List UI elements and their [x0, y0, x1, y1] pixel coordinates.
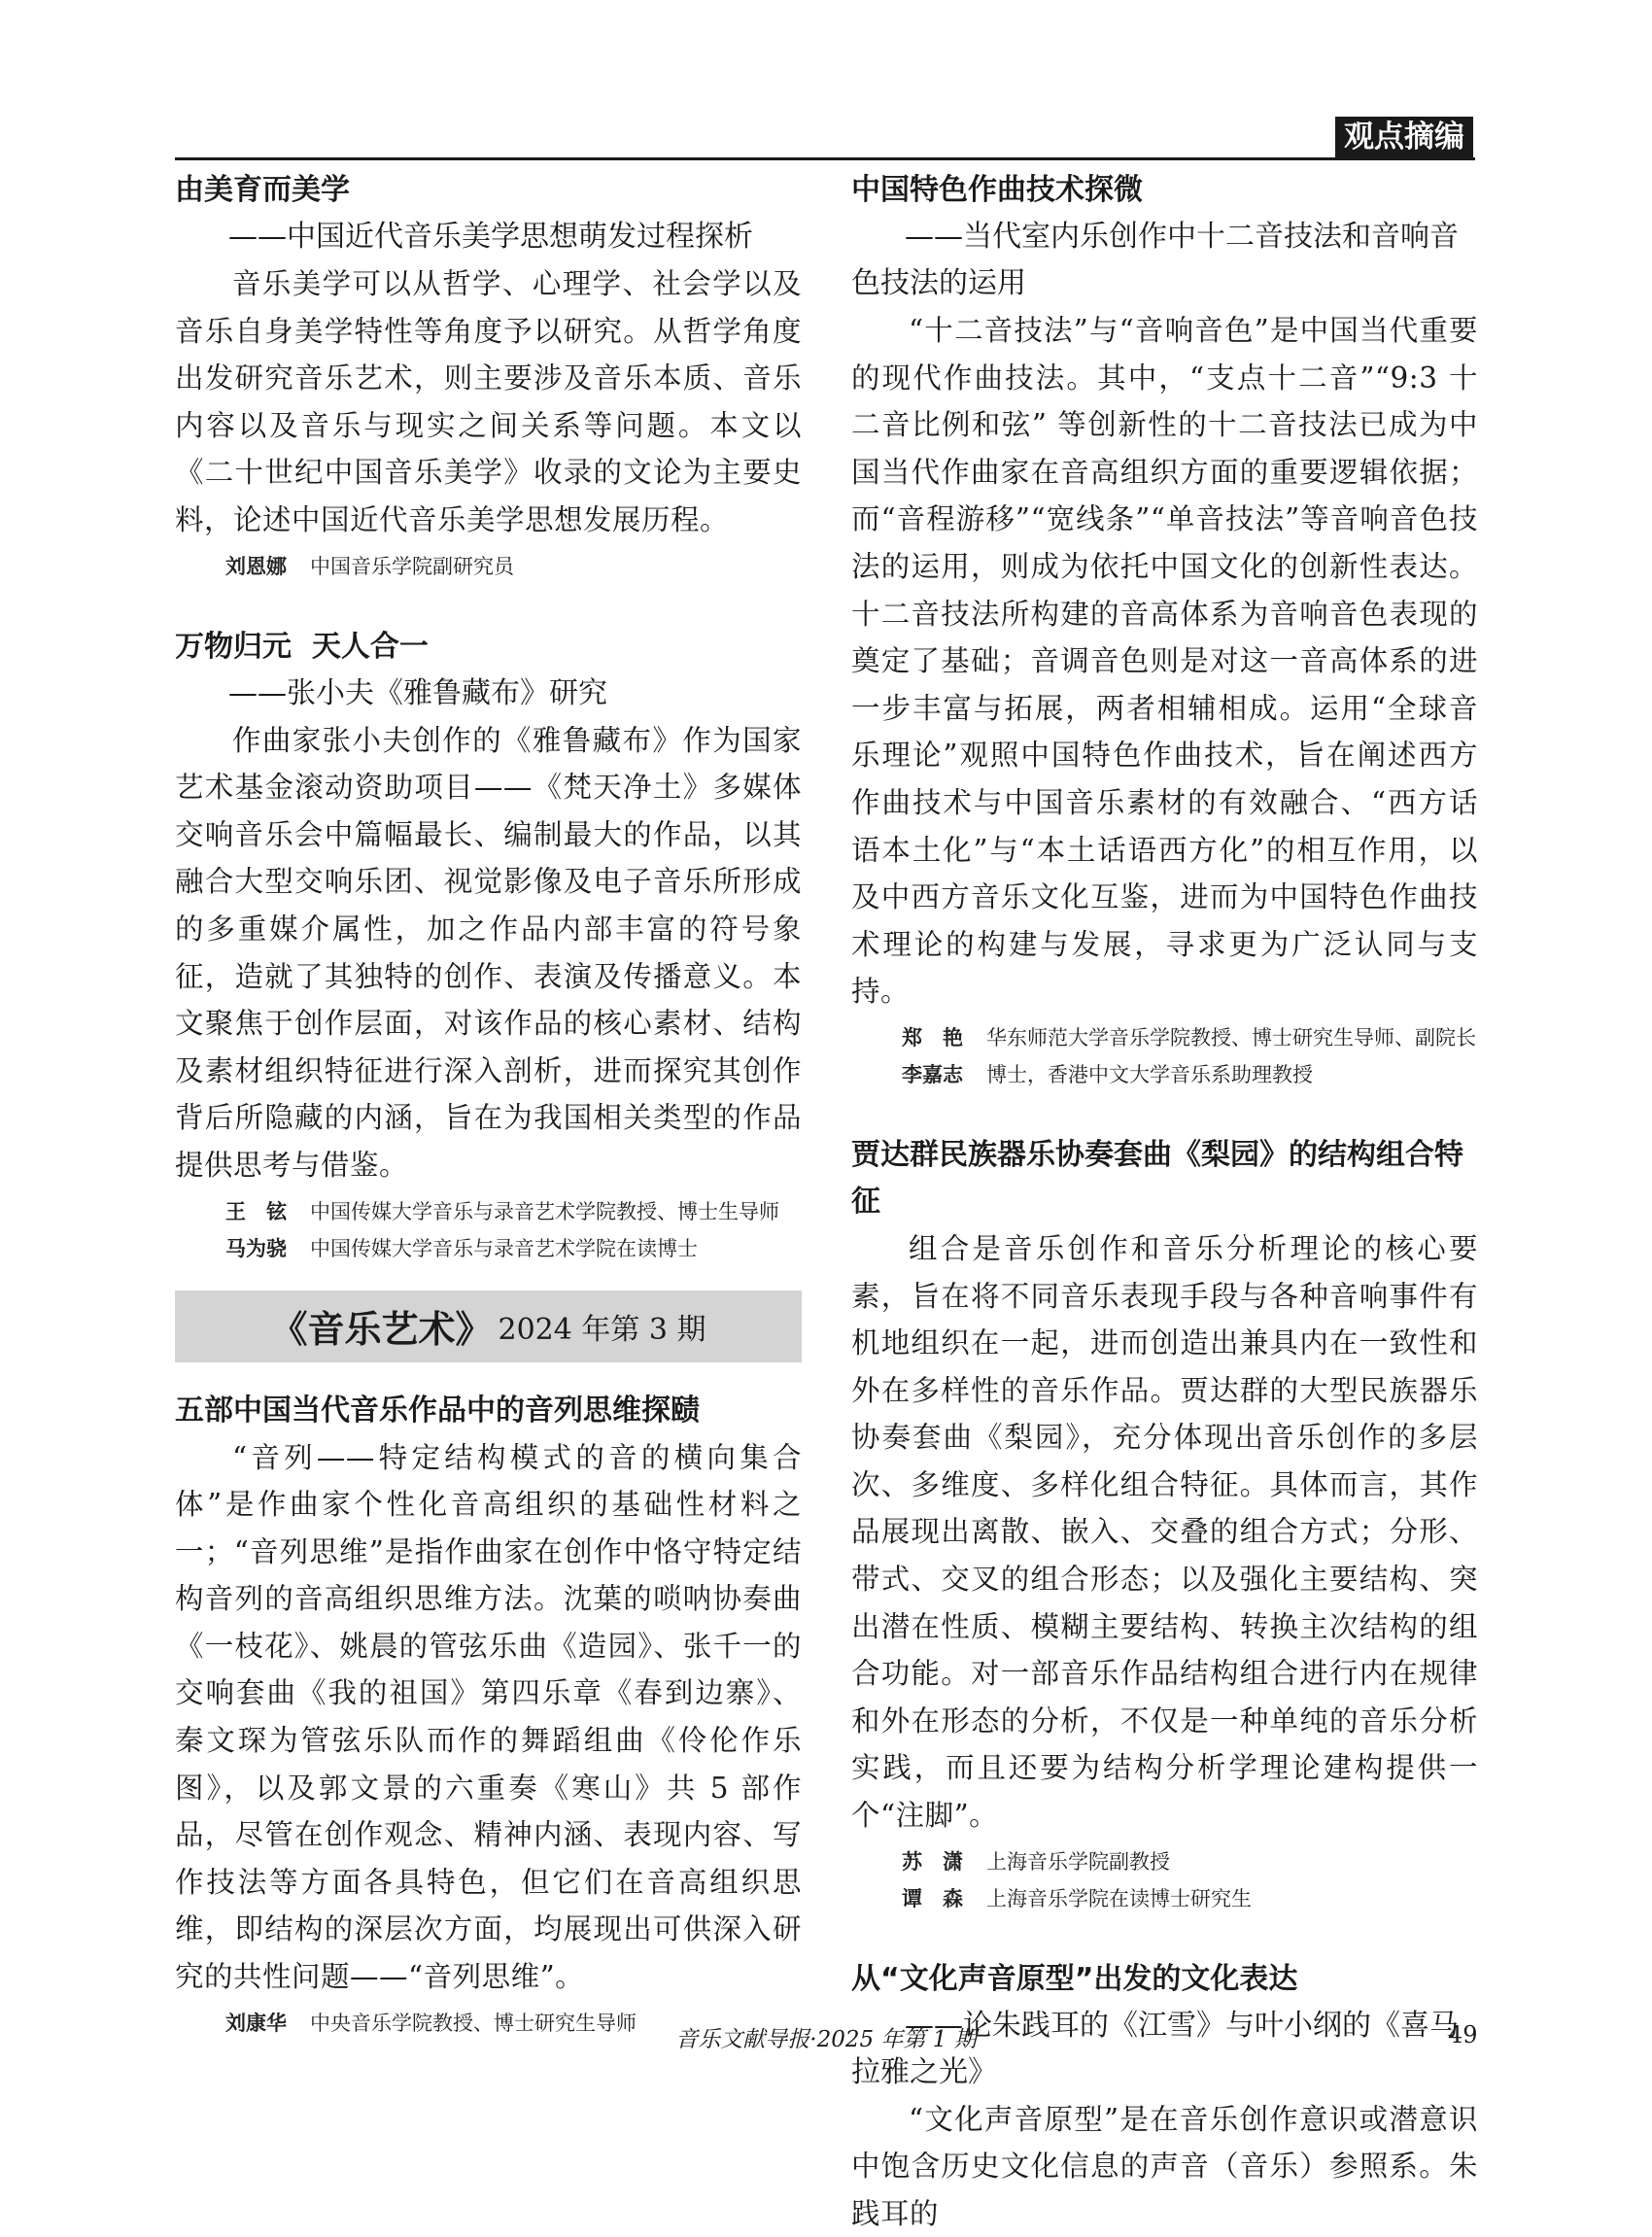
author-line — [851, 1019, 1478, 1056]
article-title: 贾达群民族器乐协奏套曲《梨园》的结构组合特征 — [851, 1137, 1463, 1219]
author-name: 谭 森 — [902, 1886, 963, 1910]
journal-name: 《音乐艺术》 — [270, 1308, 493, 1351]
article-abstract: 组合是音乐创作和音乐分析理论的核心要素，旨在将不同音乐表现手段与各种音响事件有机地组织在一起，进而创造出兼具内在一致性和外在多样性的音乐作品。贾达群的大型民族器乐协奏套曲《梨园》，充分体现出音乐创作的多层次、多维度、多样化组合特征。具体而言，其作品展现出离散、嵌入、交叠的组合方式；分形、带式、交叉的组合形态；以及强化主要结构、突出潜在性质、模糊主要结构、转换主次结构的组合功能。对一部音乐作品结构组合进行内在规律和外在形态的分析，不仅是一种单纯的音乐分析实践，而且还要为结构分析学理论建构提供一个“注脚”。 — [851, 1231, 1478, 1833]
author-desc: 中央音乐学院教授、博士研究生导师 — [310, 2011, 637, 2035]
author-desc: 中国传媒大学音乐与录音艺术学院教授、博士生导师 — [310, 1199, 779, 1223]
article-1 — [175, 167, 802, 585]
section-tag: 观点摘编 — [1335, 117, 1473, 157]
article-subtitle: ——张小夫《雅鲁藏布》研究 — [228, 675, 607, 710]
article-abstract: “音列——特定结构模式的音的横向集合体”是作曲家个性化音高组织的基础性材料之一；“音列思维”是指作曲家在创作中恪守特定结构音列的音高组织思维方法。沈葉的唢呐协奏曲《一枝花》、姚晨的管弦乐曲《造园》、张千一的交响套曲《我的祖国》第四乐章《春到边寨》、秦文琛为管弦乐队而作的舞蹈组曲《伶伦作乐图》，以及郭文景的六重奏《寒山》共 5 部作品，尽管在创作观念、精神内涵、表现内容、写作技法等方面各具特色，但它们在音高组织思维，即结构的深层次方面，均展现出可供深入研究的共性问题——“音列思维”。 — [175, 1440, 802, 1994]
article-abstract: “十二音技法”与“音响音色”是中国当代重要的现代作曲技法。其中，“支点十二音”“9:3 十二音比例和弦” 等创新性的十二音技法已成为中国当代作曲家在音高组织方面的重要逻辑依据；而“音程游移”“宽线条”“单音技法”等音响音色技法的运用，则成为依托中国文化的创新性表达。十二音技法所构建的音高体系为音响音色表现的奠定了基础；音调音色则是对这一音高体系的进一步丰富与拓展，两者相辅相成。运用“全球音乐理论”观照中国特色作曲技术，旨在阐述西方作曲技术与中国音乐素材的有效融合、“西方话语本土化”与“本土话语西方化”的相互作用，以及中西方音乐文化互鉴，进而为中国特色作曲技术理论的构建与发展，寻求更为广泛认同与支持。 — [851, 314, 1478, 1009]
author-line — [175, 548, 802, 585]
right-column — [851, 167, 1478, 2237]
author-name: 王 铉 — [225, 1199, 287, 1223]
author-desc: 博士，香港中文大学音乐系助理教授 — [986, 1062, 1313, 1086]
article-4 — [851, 167, 1478, 1093]
article-3 — [175, 1388, 802, 2042]
author-line — [851, 1843, 1478, 1880]
article-title: 由美育而美学 — [175, 173, 350, 207]
author-desc: 华东师范大学音乐学院教授、博士研究生导师、副院长 — [986, 1025, 1476, 1050]
article-subtitle: ——中国近代音乐美学思想萌发过程探析 — [228, 220, 753, 254]
article-subtitle: ——论朱践耳的《江雪》与叶小纲的《喜马拉雅之光》 — [851, 2008, 1459, 2089]
author-name: 苏 潇 — [902, 1849, 963, 1874]
author-name: 刘康华 — [225, 2011, 287, 2035]
issue-banner — [175, 1291, 802, 1362]
article-abstract: 作曲家张小夫创作的《雅鲁藏布》作为国家艺术基金滚动资助项目——《梵天净土》多媒体交响音乐会中篇幅最长、编制最大的作品，以其融合大型交响乐团、视觉影像及电子音乐所形成的多重媒介属性，加之作品内部丰富的符号象征，造就了其独特的创作、表演及传播意义。本文聚焦于创作层面，对该作品的核心素材、结构及素材组织特征进行深入剖析，进而探究其创作背后所隐藏的内涵，旨在为我国相关类型的作品提供思考与借鉴。 — [175, 723, 802, 1182]
article-title: 从“文化声音原型”出发的文化表达 — [851, 1961, 1298, 1996]
author-desc: 中国音乐学院副研究员 — [310, 554, 514, 578]
author-line — [175, 1230, 802, 1267]
author-desc: 上海音乐学院在读博士研究生 — [986, 1886, 1252, 1910]
author-line — [851, 1880, 1478, 1917]
author-line — [175, 1193, 802, 1230]
article-2 — [175, 624, 802, 1267]
footer-journal-issue: 音乐文献导报·2025 年第 1 期 — [675, 2027, 977, 2052]
left-column — [175, 167, 802, 2042]
article-title: 万物归元 天人合一 — [175, 629, 429, 664]
article-abstract: “文化声音原型”是在音乐创作意识或潜意识中饱含历史文化信息的声音（音乐）参照系。朱践耳的 — [851, 2102, 1478, 2230]
author-line — [851, 1056, 1478, 1093]
article-abstract: 音乐美学可以从哲学、心理学、社会学以及音乐自身美学特性等角度予以研究。从哲学角度出发研究音乐艺术，则主要涉及音乐本质、音乐内容以及音乐与现实之间关系等问题。本文以《二十世纪中国音乐美学》收录的文论为主要史料，论述中国近代音乐美学思想发展历程。 — [175, 267, 802, 536]
article-6 — [851, 1956, 1478, 2237]
top-rule — [175, 157, 1475, 160]
author-name: 郑 艳 — [902, 1025, 963, 1050]
article-title: 中国特色作曲技术探微 — [851, 173, 1143, 207]
page-number: 49 — [1448, 2021, 1478, 2048]
article-title: 五部中国当代音乐作品中的音列思维探赜 — [175, 1393, 700, 1428]
author-name: 李嘉志 — [902, 1062, 963, 1086]
journal-issue: 2024 年第 3 期 — [498, 1312, 706, 1347]
article-5 — [851, 1132, 1478, 1917]
author-name: 刘恩娜 — [225, 554, 287, 578]
author-desc: 中国传媒大学音乐与录音艺术学院在读博士 — [310, 1236, 698, 1260]
author-desc: 上海音乐学院副教授 — [986, 1849, 1170, 1874]
article-subtitle: ——当代室内乐创作中十二音技法和音响音色技法的运用 — [851, 220, 1459, 300]
author-name: 马为骁 — [225, 1236, 287, 1260]
